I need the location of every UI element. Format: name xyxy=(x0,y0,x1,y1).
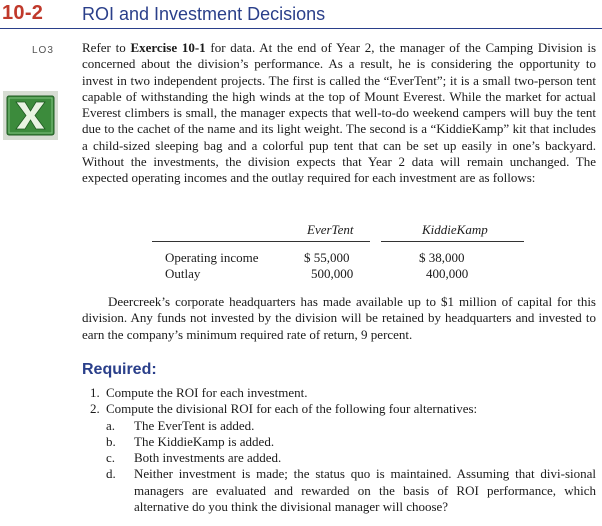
required-heading: Required: xyxy=(82,361,157,378)
alternative-text: Neither investment is made; the status quo is maintained. Assuming that divi-sional managers are evaluated and rewarded on the basis of ROI performance, which alternative do you think the divisional manager will choose? xyxy=(134,466,596,515)
alternative-letter: a. xyxy=(106,417,116,433)
alternative-item xyxy=(106,466,596,515)
alternative-item xyxy=(106,450,596,466)
item-text: Compute the divisional ROI for each of the following four alternatives: xyxy=(106,401,478,417)
alternative-text: The KiddieKamp is added. xyxy=(134,433,275,449)
row-label-operating-income: Operating income xyxy=(165,250,259,265)
alternative-text: Both investments are added. xyxy=(134,450,282,466)
required-list xyxy=(90,385,596,515)
excel-icon xyxy=(3,91,58,140)
item-text: Compute the ROI for each investment. xyxy=(106,385,308,400)
alternatives-list xyxy=(106,418,596,516)
alternative-text: The EverTent is added. xyxy=(134,417,255,433)
required-item xyxy=(90,385,596,401)
column-rule-evertent xyxy=(152,241,370,242)
column-rule-kiddiekamp xyxy=(381,241,524,242)
row-label-outlay: Outlay xyxy=(165,266,201,281)
item-number: 1. xyxy=(90,385,100,400)
item-number: 2. xyxy=(90,401,100,417)
kiddiekamp-outlay: 400,000 xyxy=(426,266,469,281)
alternative-item xyxy=(106,434,596,450)
intro-text-rest: for data. At the end of Year 2, the manager of the Camping Division is concerned about the division’s performance. As a result, he is considering the opportunity to invest in two independent projects. The first is called the “EverTent”; it is a small two-person tent capable of withstanding the high winds at the top of Mount Everest. While the market for actual Everest climbers is small, the manager expects that well-to-do weekend campers will buy the tent due to the cachet of the name and its light weight. The second is a “KiddieKamp” kit that includes a child-sized sleeping bag and a colorful pup tent that can be set up easily in one’s backyard. Without the investments, the division expects that Year 2 data will remain unchanged. The expected operating incomes and the outlay required for each investment are as follows: xyxy=(82,40,597,186)
alternative-letter: b. xyxy=(106,433,116,449)
alternative-letter: d. xyxy=(106,466,116,482)
intro-text-start: Refer to xyxy=(82,40,131,55)
evertent-operating-income: $ 55,000 xyxy=(304,250,350,265)
alternative-letter: c. xyxy=(106,450,116,466)
title-divider xyxy=(0,28,602,29)
exercise-reference: Exercise 10-1 xyxy=(130,40,206,55)
problem-intro-paragraph xyxy=(82,40,596,187)
exercise-title: ROI and Investment Decisions xyxy=(82,4,326,24)
column-header-kiddiekamp: KiddieKamp xyxy=(422,222,488,237)
exercise-number: 10-2 xyxy=(2,2,44,24)
kiddiekamp-operating-income: $ 38,000 xyxy=(419,250,465,265)
evertent-outlay: 500,000 xyxy=(311,266,354,281)
learning-objective-label: LO3 xyxy=(32,45,54,56)
capital-availability-paragraph: Deercreek’s corporate headquarters has made available up to $1 million of capital for this division. Any funds not invested by the division will be retained by headquarters and invested to earn the company’s minimum required rate of return, 9 percent. xyxy=(82,294,596,342)
alternative-item xyxy=(106,418,596,434)
required-item xyxy=(90,401,596,515)
column-header-evertent: EverTent xyxy=(307,222,354,237)
